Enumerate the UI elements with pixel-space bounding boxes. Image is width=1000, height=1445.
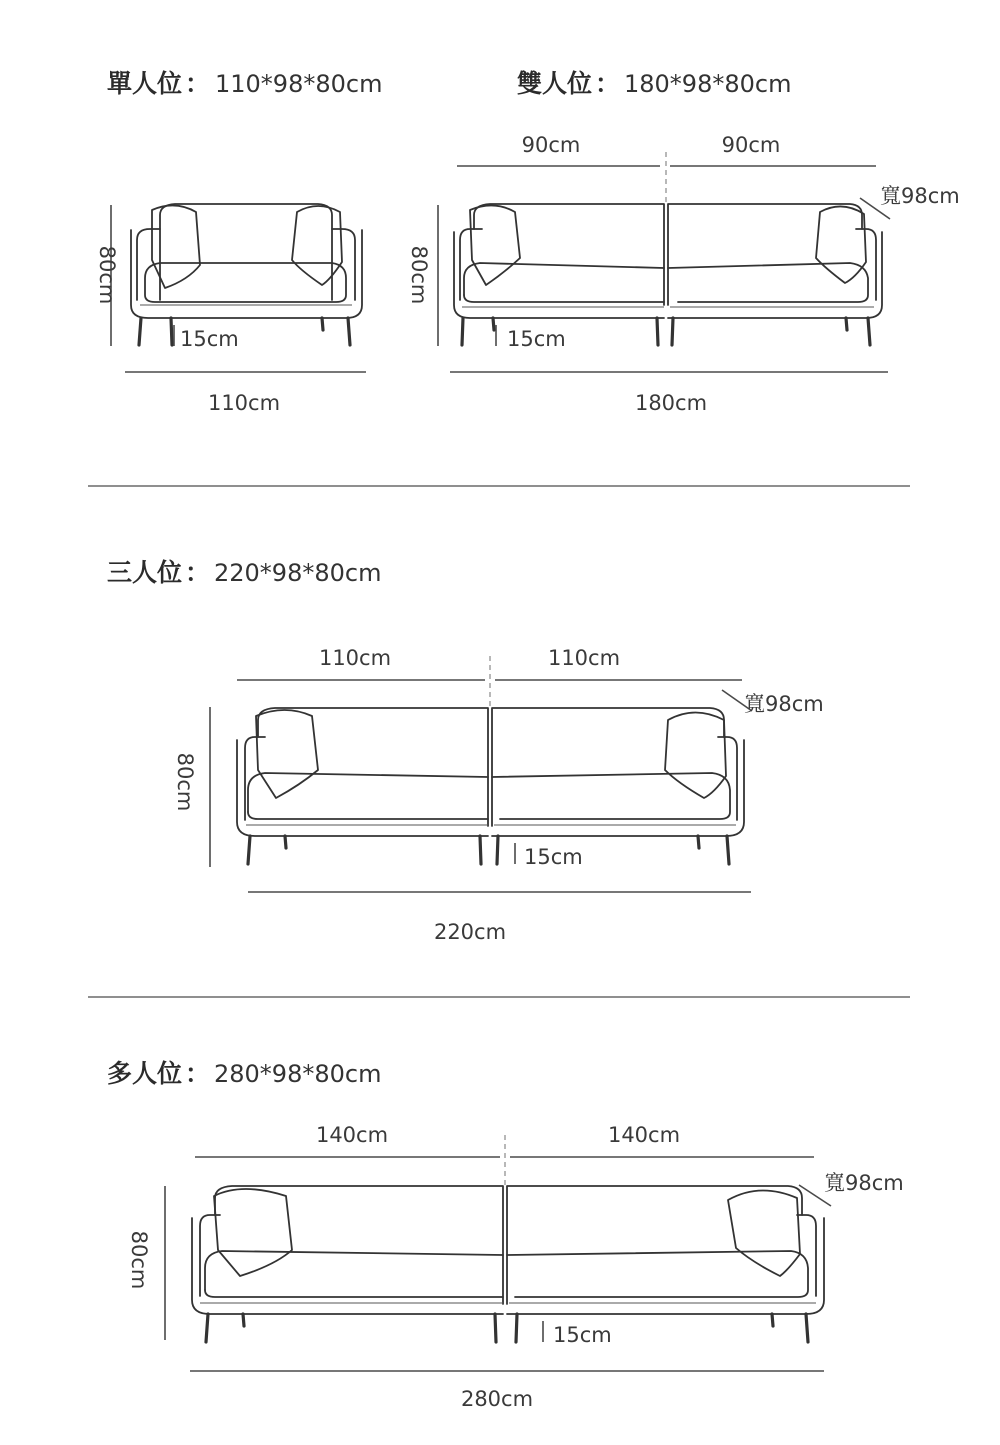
double-left-section-label: 90cm: [521, 133, 581, 157]
triple-height-label: 80cm: [173, 752, 197, 812]
single-dimensions: 110*98*80cm: [215, 70, 383, 98]
triple-colon: ：: [185, 558, 211, 587]
multi-title: 多人位: [107, 1059, 183, 1088]
triple-width-label: 220cm: [433, 920, 507, 944]
multi-depth-label: 寬98cm: [824, 1171, 904, 1195]
triple-dimensions: 220*98*80cm: [214, 559, 382, 587]
single-title: 單人位: [107, 69, 183, 98]
multi-sofa-drawing: [192, 1186, 824, 1342]
double-width-label: 180cm: [634, 391, 708, 415]
multi-height-label: 80cm: [127, 1230, 151, 1290]
triple-right-section-label: 110cm: [547, 646, 621, 670]
single-sofa-drawing: [131, 204, 362, 345]
triple-sofa-drawing: [237, 708, 744, 864]
double-height-label: 80cm: [407, 245, 431, 305]
single-width-label: 110cm: [207, 391, 281, 415]
double-depth-label: 寬98cm: [880, 184, 960, 208]
triple-seater-section: [107, 558, 824, 944]
triple-depth-label: 寬98cm: [744, 692, 824, 716]
multi-left-section-label: 140cm: [315, 1123, 389, 1147]
double-sofa-drawing: [454, 204, 882, 345]
multi-right-section-label: 140cm: [607, 1123, 681, 1147]
single-colon: ：: [185, 69, 211, 98]
multi-colon: ：: [185, 1059, 211, 1088]
double-dimensions: 180*98*80cm: [624, 70, 792, 98]
double-colon: ：: [595, 69, 621, 98]
single-leg-label: 15cm: [180, 327, 239, 351]
single-seater-section: [95, 69, 382, 415]
single-height-label: 80cm: [95, 245, 119, 305]
multi-seater-section: [107, 1059, 904, 1411]
multi-width-label: 280cm: [460, 1387, 534, 1411]
multi-dimensions: 280*98*80cm: [214, 1060, 382, 1088]
multi-leg-label: 15cm: [553, 1323, 612, 1347]
double-right-section-label: 90cm: [721, 133, 781, 157]
double-title: 雙人位: [517, 69, 593, 98]
triple-leg-label: 15cm: [524, 845, 583, 869]
double-leg-label: 15cm: [507, 327, 566, 351]
triple-title: 三人位: [107, 558, 183, 587]
triple-left-section-label: 110cm: [318, 646, 392, 670]
double-seater-section: [407, 69, 960, 415]
